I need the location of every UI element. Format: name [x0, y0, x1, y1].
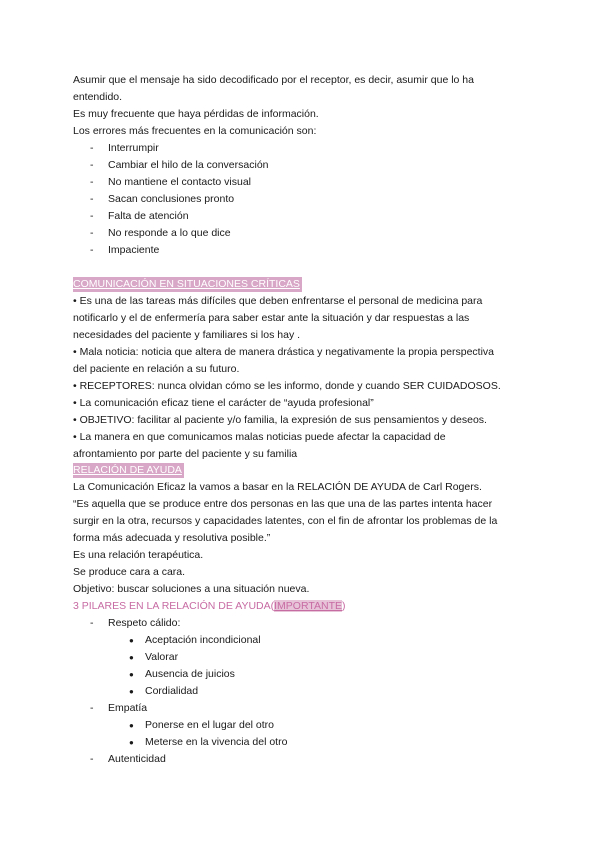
section2-line: “Es aquella que se produce entre dos personas en las que una de las partes intenta hacer: [73, 498, 493, 510]
pillar-subitem: Ponerse en el lugar del otro: [145, 719, 274, 731]
intro-line: Los errores más frecuentes en la comunicación son:: [73, 125, 317, 137]
error-item: Impaciente: [108, 244, 160, 256]
list-dash: -: [90, 176, 94, 188]
pillar-subitem: Cordialidad: [145, 685, 199, 697]
pillars-title: 3 PILARES EN LA RELACIÓN DE AYUDA: [73, 600, 271, 612]
section2-line: Es una relación terapéutica.: [73, 549, 204, 561]
bullet-dot-icon: ●: [129, 687, 134, 696]
bullet-dot-icon: ●: [129, 636, 134, 645]
error-item: Falta de atención: [108, 210, 189, 222]
intro-line: Asumir que el mensaje ha sido decodificado por el receptor, es decir, asumir que lo ha: [73, 74, 474, 86]
intro-line: Es muy frecuente que haya pérdidas de información.: [73, 108, 319, 120]
section1-line: • OBJETIVO: facilitar al paciente y/o familia, la expresión de sus pensamientos y deseos.: [73, 414, 487, 426]
section2-line: forma más adecuada y resolutiva posible.”: [73, 532, 271, 544]
section1-line: • La comunicación eficaz tiene el carácter de “ayuda profesional”: [73, 397, 374, 409]
section2-line: surgir en la otra, recursos y capacidades latentes, con el fin de afrontar los problemas de la: [73, 515, 498, 527]
pillar-item: Empatía: [108, 702, 148, 714]
list-dash: -: [90, 617, 94, 629]
error-item: Interrumpir: [108, 142, 159, 154]
error-item: Cambiar el hilo de la conversación: [108, 159, 269, 171]
section1-line: • Es una de las tareas más difíciles que deben enfrentarse el personal de medicina para: [73, 295, 483, 307]
pillar-subitem: Meterse en la vivencia del otro: [145, 736, 288, 748]
error-item: No responde a lo que dice: [108, 227, 231, 239]
section1-line: del paciente en relación a su futuro.: [73, 363, 240, 375]
section2-line: Se produce cara a cara.: [73, 566, 186, 578]
section1-line: necesidades del paciente y familiares si los hay .: [73, 329, 301, 341]
error-item: Sacan conclusiones pronto: [108, 193, 235, 205]
bullet-dot-icon: ●: [129, 653, 134, 662]
section2-line: Objetivo: buscar soluciones a una situación nueva.: [73, 583, 310, 595]
error-item: No mantiene el contacto visual: [108, 176, 251, 188]
pillars-open-paren: (: [270, 600, 275, 612]
list-dash: -: [90, 142, 94, 154]
section1-line: • Mala noticia: noticia que altera de manera drástica y negativamente la propia perspectiva: [73, 346, 494, 358]
pillar-subitem: Aceptación incondicional: [145, 634, 261, 646]
section1-line: • La manera en que comunicamos malas noticias puede afectar la capacidad de: [73, 431, 446, 443]
list-dash: -: [90, 159, 94, 171]
list-dash: -: [90, 210, 94, 222]
section-heading-help-relationship: RELACIÓN DE AYUDA: [73, 464, 182, 476]
section2-line: La Comunicación Eficaz la vamos a basar en la RELACIÓN DE AYUDA de Carl Rogers.: [73, 481, 482, 493]
section1-line: • RECEPTORES: nunca olvidan cómo se les informo, donde y cuando SER CUIDADOSOS.: [73, 380, 501, 392]
pillar-item: Autenticidad: [108, 753, 166, 765]
pillar-subitem: Ausencia de juicios: [145, 668, 235, 680]
pillars-close-paren: ): [342, 600, 346, 612]
pillars-important: IMPORTANTE: [274, 600, 343, 612]
list-dash: -: [90, 753, 94, 765]
section1-line: afrontamiento por parte del paciente y su familia: [73, 448, 298, 460]
list-dash: -: [90, 702, 94, 714]
bullet-dot-icon: ●: [129, 738, 134, 747]
pillars-heading: [73, 598, 346, 615]
bullet-dot-icon: ●: [129, 721, 134, 730]
section-heading-critical-situations: COMUNICACIÓN EN SITUACIONES CRÍTICAS: [73, 278, 300, 290]
list-dash: -: [90, 227, 94, 239]
pillar-item: Respeto cálido:: [108, 617, 181, 629]
list-dash: -: [90, 244, 94, 256]
list-dash: -: [90, 193, 94, 205]
section1-line: notificarlo y el de enfermería para saber estar ante la situación y dar respuestas a las: [73, 312, 470, 324]
intro-line: entendido.: [73, 91, 123, 103]
pillar-subitem: Valorar: [145, 651, 179, 663]
bullet-dot-icon: ●: [129, 670, 134, 679]
